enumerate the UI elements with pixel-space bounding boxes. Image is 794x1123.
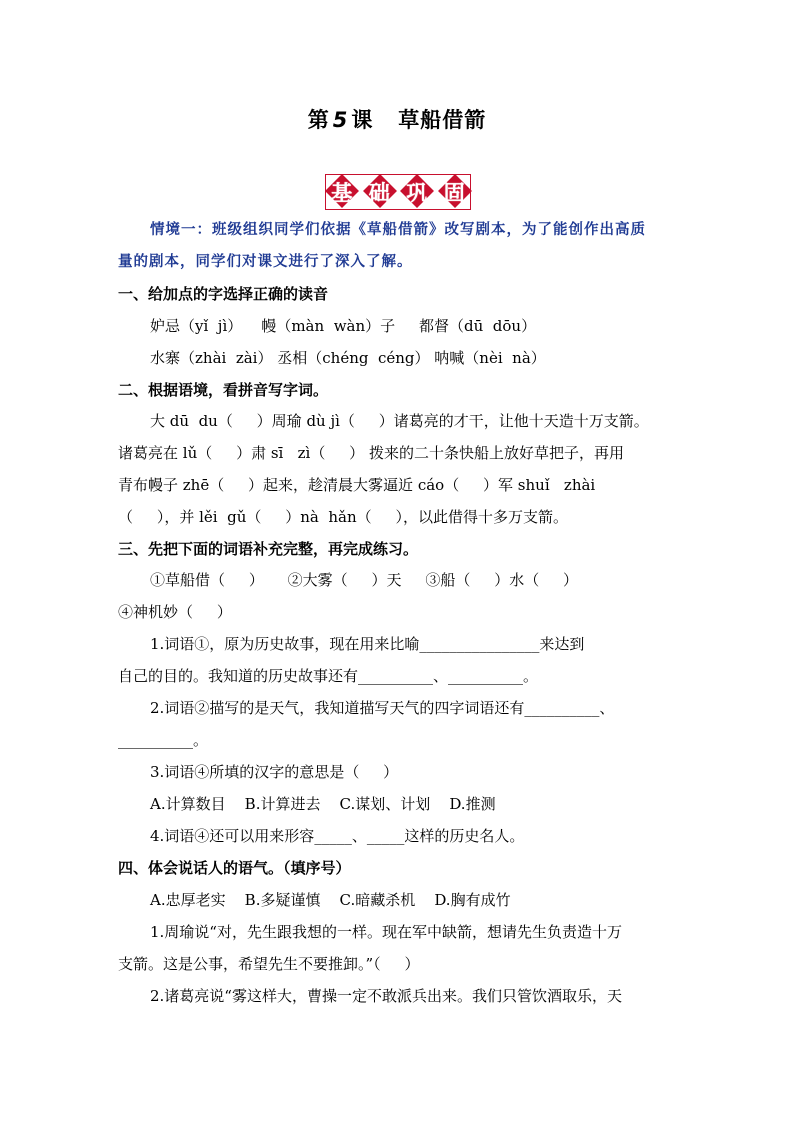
page-title [0, 104, 794, 134]
section3-q3-options: A.计算数目 B.计算进去 C.谋划、计划 D.推测 [150, 795, 496, 813]
section3-words-2: ④神机妙（ ） [118, 603, 232, 621]
section2-heading: 二、根据语境，看拼音写字词。 [118, 381, 329, 399]
section2-row-4: （ ），并 lěi gǔ（ ）nà hǎn（ ），以此借得十多万支箭。 [118, 508, 568, 526]
section2-row-2: 诸葛亮在 lǔ（ ）肃 sī zì（ ） 拨来的二十条快船上放好草把子，再用 [118, 444, 624, 462]
title-suffix: 课 [351, 108, 374, 132]
section3-q4: 4.词语④还可以用来形容_____、_____这样的历史名人。 [150, 827, 525, 845]
section4-q1-line-1: 1.周瑜说“对，先生跟我想的一样。现在军中缺箭，想请先生负责造十万 [150, 923, 622, 941]
banner-char: 础 [368, 181, 390, 205]
banner-cell [361, 172, 399, 214]
title-prefix: 第 [307, 108, 330, 132]
section2-row-3: 青布幔子 zhē（ ）起来，趁清晨大雾逼近 cáo（ ）军 shuǐ zhài [118, 476, 596, 494]
section3-words: ①草船借（ ） ②大雾（ ）天 ③船（ ）水（ ） [150, 571, 579, 589]
section1-heading: 一、给加点的字选择正确的读音 [118, 285, 329, 303]
section3-heading: 三、先把下面的词语补充完整，再完成练习。 [118, 540, 419, 558]
section1-row-2: 水寨（zhài zài） 丞相（chéng céng） 呐喊（nèi nà） [150, 349, 546, 367]
banner-char: 固 [443, 181, 465, 205]
section3-q2-line-1: 2.词语②描写的是天气，我知道描写天气的四字词语还有__________、 [150, 699, 615, 717]
context-line-1: 情境一：班级组织同学们依据《草船借箭》改写剧本，为了能创作出高质 [150, 221, 646, 238]
section4-heading: 四、体会说话人的语气。（填序号） [118, 859, 351, 877]
lesson-number: 5 [332, 108, 349, 132]
section1-row-1: 妒忌（yǐ jì） 幔（màn wàn）子 都督（dū dōu） [150, 317, 537, 335]
section4-q1-line-2: 支箭。这是公事，希望先生不要推卸。”（ ） [118, 955, 420, 973]
section-banner [323, 172, 473, 214]
lesson-name: 草船借箭 [398, 108, 487, 132]
banner-char: 基 [331, 181, 353, 205]
banner-char: 巩 [406, 181, 428, 205]
banner-cell [398, 172, 436, 214]
banner-cell [436, 172, 474, 214]
section3-q1-line-2: 自己的目的。我知道的历史故事还有__________、__________。 [118, 667, 539, 685]
section3-q1-line-1: 1.词语①，原为历史故事，现在用来比喻________________来达到 [150, 635, 585, 653]
banner-cell [323, 172, 361, 214]
section3-q2-line-2: __________。 [118, 731, 209, 749]
section2-row-1: 大 dū du（ ）周瑜 dù jì（ ）诸葛亮的才干，让他十天造十万支箭。 [150, 412, 649, 430]
section4-q2-line-1: 2.诸葛亮说“雾这样大，曹操一定不敢派兵出来。我们只管饮酒取乐，天 [150, 987, 622, 1005]
section3-q3: 3.词语④所填的汉字的意思是（ ） [150, 763, 399, 781]
section4-options: A.忠厚老实 B.多疑谨慎 C.暗藏杀机 D.胸有成竹 [150, 891, 511, 909]
context-line-2: 量的剧本，同学们对课文进行了深入了解。 [118, 253, 413, 270]
